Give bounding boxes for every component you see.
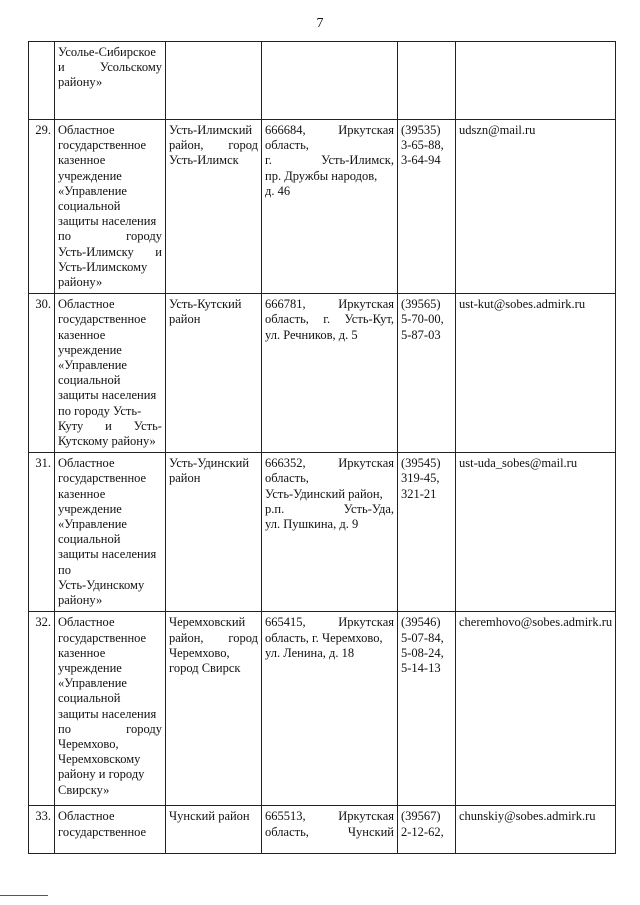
page-number: 7 [316,16,324,31]
cell-line: «Управление [58,183,127,198]
cell-line: учреждение [58,501,122,516]
cell-line: Свирску» [58,782,110,797]
cell-line: защиты населения [58,388,157,403]
institution-name [55,612,166,806]
cell-line: государственное [58,138,147,153]
cell-line: казенное [58,645,106,660]
cell-line: Усолье-Сибирское [58,45,156,59]
cell-line: 5-14-13 [401,660,441,675]
cell-line: 666781, Иркутская [265,297,394,312]
postal-address [262,120,398,294]
cell-line: социальной [58,691,121,706]
cell-line: Черемхово, [169,645,230,660]
cell-line: государственное [58,312,147,327]
cell-line: Областное [58,123,115,137]
cell-line: району» [58,75,103,90]
table-row [29,120,616,294]
cell-line: государственное [58,471,147,486]
cell-line: Областное [58,809,115,824]
institution-name [55,42,166,120]
table-row [29,42,616,120]
cell-line: казенное [58,327,106,342]
row-number: 32. [29,612,55,806]
cell-line: защиты населения [58,547,157,562]
table-row [29,806,616,854]
cell-line: Усть-Удинский [169,456,250,471]
postal-address [262,806,398,854]
row-number [29,42,55,120]
cell-line: Куту и Усть- [58,418,162,433]
cell-line: пр. Дружбы народов, [265,168,378,183]
cell-line: Кутскому району» [58,434,156,449]
cell-line: казенное [58,486,106,501]
email-address: chunskiy@sobes.admirk.ru [456,806,616,854]
cell-line: Усть-Кутский [169,297,242,312]
cell-line: по городу [58,229,162,244]
cell-line: Черемховскому [58,752,141,767]
phone-numbers [398,806,456,854]
footnote-rule [0,895,48,896]
cell-line: Чунский район [169,809,250,824]
cell-line: Усть-Удинскому [58,577,145,592]
cell-line: Черемхово, [58,736,119,751]
service-area [166,42,262,120]
cell-line: 321-21 [401,486,437,501]
cell-line: р.п. Усть-Уда, [265,501,394,516]
cell-line: учреждение [58,660,122,675]
cell-line: район, город [169,630,258,645]
email-address: cheremhovo@sobes.admirk.ru [456,612,616,806]
phone-numbers [398,294,456,453]
cell-line: социальной [58,532,121,547]
postal-address [262,612,398,806]
service-area [166,294,262,453]
postal-address [262,294,398,453]
cell-line: область, г. Усть-Кут, [265,312,394,327]
institution-name [55,294,166,453]
phone-numbers [398,453,456,612]
email-address: ust-uda_sobes@mail.ru [456,453,616,612]
cell-line: (39535) [401,123,441,137]
cell-line: 3-64-94 [401,153,441,168]
institutions-table [28,41,616,854]
cell-line: 5-07-84, [401,630,444,645]
cell-line: 665415, Иркутская [265,615,394,630]
cell-line: область, г. Черемхово, [265,630,383,645]
cell-line: Областное [58,456,115,471]
cell-line: ул. Речников, д. 5 [265,327,358,342]
row-number: 29. [29,120,55,294]
cell-line: (39567) [401,809,441,824]
email-address: ust-kut@sobes.admirk.ru [456,294,616,453]
cell-line: району» [58,593,103,608]
cell-line: защиты населения [58,706,157,721]
cell-line: Усть-Илимск [169,153,239,168]
phone-numbers [398,120,456,294]
postal-address [262,453,398,612]
cell-line: учреждение [58,168,122,183]
cell-line: область, Чунский [265,824,394,839]
cell-line: город Свирск [169,660,241,675]
service-area [166,612,262,806]
cell-line: государственное [58,824,147,839]
cell-line: г. Усть-Илимск, [265,153,394,168]
service-area [166,806,262,854]
phone-numbers [398,612,456,806]
cell-line: (39545) [401,456,441,471]
cell-line: 3-65-88, [401,138,444,153]
cell-line: социальной [58,199,121,214]
cell-line: «Управление [58,676,127,691]
cell-line: учреждение [58,342,122,357]
phone-numbers [398,42,456,120]
cell-line: д. 46 [265,183,291,198]
cell-line: Областное [58,297,115,312]
cell-line: по городу Усть- [58,403,142,418]
cell-line: «Управление [58,517,127,532]
cell-line: государственное [58,630,147,645]
table-row [29,453,616,612]
row-number: 33. [29,806,55,854]
cell-line: 5-70-00, [401,312,444,327]
email-address [456,42,616,120]
cell-line: по городу [58,721,162,736]
cell-line: Усть-Удинский район, [265,486,383,501]
row-number: 31. [29,453,55,612]
institution-name [55,453,166,612]
cell-line: району» [58,275,103,290]
cell-line: по [58,562,71,577]
institution-name [55,806,166,854]
cell-line: 666352, Иркутская [265,456,394,471]
cell-line: Черемховский [169,615,246,630]
cell-line: ул. Пушкина, д. 9 [265,517,359,532]
institution-name [55,120,166,294]
cell-line: ул. Ленина, д. 18 [265,645,355,660]
cell-line: район, город [169,138,258,153]
row-number: 30. [29,294,55,453]
service-area [166,453,262,612]
cell-line: район [169,471,201,486]
table-row [29,294,616,453]
cell-line: казенное [58,153,106,168]
cell-line: район [169,312,201,327]
cell-line: область, [265,471,309,486]
cell-line: защиты населения [58,214,157,229]
cell-line: Усть-Илимску и [58,244,162,259]
cell-line: (39565) [401,297,441,312]
cell-line: социальной [58,373,121,388]
cell-line: 2-12-62, [401,824,444,839]
cell-line: Усть-Илимскому [58,259,148,274]
table-body [29,42,616,854]
cell-line: 319-45, [401,471,440,486]
cell-line: 5-87-03 [401,327,441,342]
cell-line: «Управление [58,358,127,373]
cell-line: 5-08-24, [401,645,444,660]
cell-line: Областное [58,615,115,630]
cell-line: и Усольскому [58,60,162,75]
postal-address [262,42,398,120]
email-address: udszn@mail.ru [456,120,616,294]
cell-line: (39546) [401,615,441,630]
cell-line: Усть-Илимский [169,123,253,137]
table-row [29,612,616,806]
cell-line: району и городу [58,767,145,782]
cell-line: 666684, Иркутская [265,123,394,137]
cell-line: область, [265,138,309,153]
cell-line: 665513, Иркутская [265,809,394,824]
service-area [166,120,262,294]
